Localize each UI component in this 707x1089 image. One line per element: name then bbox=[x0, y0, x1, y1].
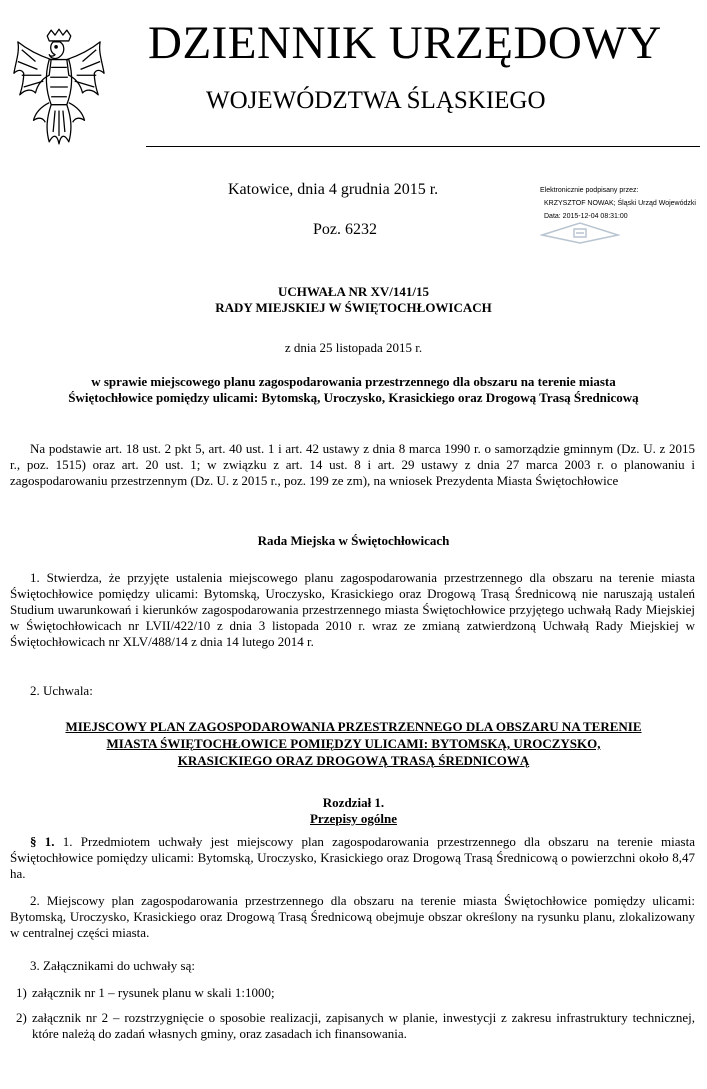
point-2-text: 2. Uchwala: bbox=[30, 683, 93, 698]
paragraph-1-body: 1. Przedmiotem uchwały jest miejscowy plan zagospodarowania przestrzennego dla obszaru na terenie miasta Świętochłowice pomiędzy ulicami: Bytomską, Uroczysko, Krasickiego oraz Drogową Trasą Średnicową o powierzchni około 8,47 ha. bbox=[10, 834, 695, 881]
electronic-signature-block bbox=[540, 184, 707, 223]
paragraph-1-label: § 1. bbox=[30, 834, 55, 849]
plan-title-line-1: MIEJSCOWY PLAN ZAGOSPODAROWANIA PRZESTRZENNEGO DLA OBSZARU NA TERENIE bbox=[65, 719, 642, 734]
resolution-subject bbox=[0, 374, 707, 406]
point-2-paragraph bbox=[10, 683, 695, 699]
masthead-title: DZIENNIK URZĘDOWY bbox=[148, 17, 662, 69]
position-number: Poz. 6232 bbox=[313, 221, 377, 238]
resolution-issuer: RADY MIEJSKIEJ W ŚWIĘTOCHŁOWICACH bbox=[215, 300, 492, 315]
list-item bbox=[10, 1010, 695, 1042]
signature-date: Data: 2015-12-04 08:31:00 bbox=[544, 213, 628, 220]
plan-title-line-2: MIASTA ŚWIĘTOCHŁOWICE POMIĘDZY ULICAMI: BYTOMSKĄ, UROCZYSKO, bbox=[106, 736, 601, 751]
list-item bbox=[10, 985, 695, 1001]
subject-line-1: w sprawie miejscowego planu zagospodarowania przestrzennego dla obszaru na terenie miasta bbox=[91, 374, 616, 389]
resolution-title bbox=[0, 284, 707, 316]
signature-signer: KRZYSZTOF NOWAK; Śląski Urząd Wojewódzki bbox=[544, 200, 696, 207]
list-item-text: załącznik nr 2 – rozstrzygnięcie o sposobie realizacji, zapisanych w planie, inwestycji z zakresu infrastruktury technicznej, które należą do zadań własnych gminy, oraz zasadach ich finansowania. bbox=[32, 1010, 695, 1041]
legal-basis-paragraph bbox=[10, 441, 695, 489]
point-1-paragraph bbox=[10, 570, 695, 650]
list-item-number: 2) bbox=[16, 1010, 27, 1025]
list-item-number: 1) bbox=[16, 985, 27, 1000]
plan-title-line-3: KRASICKIEGO ORAZ DROGOWĄ TRASĄ ŚREDNICOWĄ bbox=[177, 753, 530, 768]
signature-caption: Elektronicznie podpisany przez: bbox=[540, 187, 639, 194]
subject-line-2: Świętochłowice pomiędzy ulicami: Bytomską, Uroczysko, Krasickiego oraz Drogową Trasą Średnicową bbox=[68, 390, 639, 405]
plan-title bbox=[0, 718, 707, 769]
legal-basis-text: Na podstawie art. 18 ust. 2 pkt 5, art. 40 ust. 1 i art. 42 ustawy z dnia 8 marca 1990 r. o samorządzie gminnym (Dz. U. z 2015 r., poz. 1515) oraz art. 20 ust. 1; w związku z art. 14 ust. 8 i art. 29 ustawy z dnia 27 marca 2003 r. o planowaniu i zagospodarowaniu przestrzennym (Dz. U. z 2015 r., poz. 199 ze zm), na wniosek Prezydenta Miasta Świętochłowice bbox=[10, 441, 695, 488]
paragraph-1-item-3 bbox=[10, 958, 695, 974]
paragraph-1-item-2-text: 2. Miejscowy plan zagospodarowania przestrzennego dla obszaru na terenie miasta Świętochłowice pomiędzy ulicami: Bytomską, Uroczysko, Krasickiego oraz Drogową Trasą Średnicową obejmuje obszar określony na rysunku planu, zlokalizowany w centralnej części miasta. bbox=[10, 893, 695, 940]
resolution-date: z dnia 25 listopada 2015 r. bbox=[284, 340, 423, 355]
place-and-date: Katowice, dnia 4 grudnia 2015 r. bbox=[228, 181, 439, 198]
council-heading: Rada Miejska w Świętochłowicach bbox=[257, 533, 450, 548]
chapter-title: Przepisy ogólne bbox=[309, 811, 397, 826]
chapter-heading bbox=[0, 795, 707, 827]
eagle-emblem-icon bbox=[10, 28, 108, 146]
point-1-text: 1. Stwierdza, że przyjęte ustalenia miejscowego planu zagospodarowania przestrzennego dla obszaru na terenie miasta Świętochłowice pomiędzy ulicami: Bytomską, Uroczysko, Krasickiego oraz Drogową Trasą Średnicową nie naruszają ustaleń Studium uwarunkowań i kierunków zagospodarowania przestrzennego miasta Świętochłowice przyjętego uchwałą Rady Miejskiej w Świętochłowicach nr LVII/422/10 z dnia 3 listopada 2010 r. wraz ze zmianą zatwierdzoną Uchwałą Rady Miejskiej w Świętochłowicach nr XLV/488/14 z dnia 14 lutego 2014 r. bbox=[10, 570, 695, 649]
chapter-number: Rozdział 1. bbox=[322, 795, 385, 810]
paragraph-1-item-2 bbox=[10, 893, 695, 941]
masthead-subtitle: WOJEWÓDZTWA ŚLĄSKIEGO bbox=[206, 87, 546, 114]
masthead-divider bbox=[146, 146, 700, 147]
resolution-number: UCHWAŁA NR XV/141/15 bbox=[278, 284, 429, 299]
list-item-text: załącznik nr 1 – rysunek planu w skali 1:1000; bbox=[32, 985, 275, 1000]
signature-seal-icon bbox=[540, 221, 620, 245]
paragraph-1-text bbox=[10, 834, 695, 882]
paragraph-1 bbox=[10, 834, 695, 882]
paragraph-1-item-3-text: 3. Załącznikami do uchwały są: bbox=[30, 958, 195, 973]
